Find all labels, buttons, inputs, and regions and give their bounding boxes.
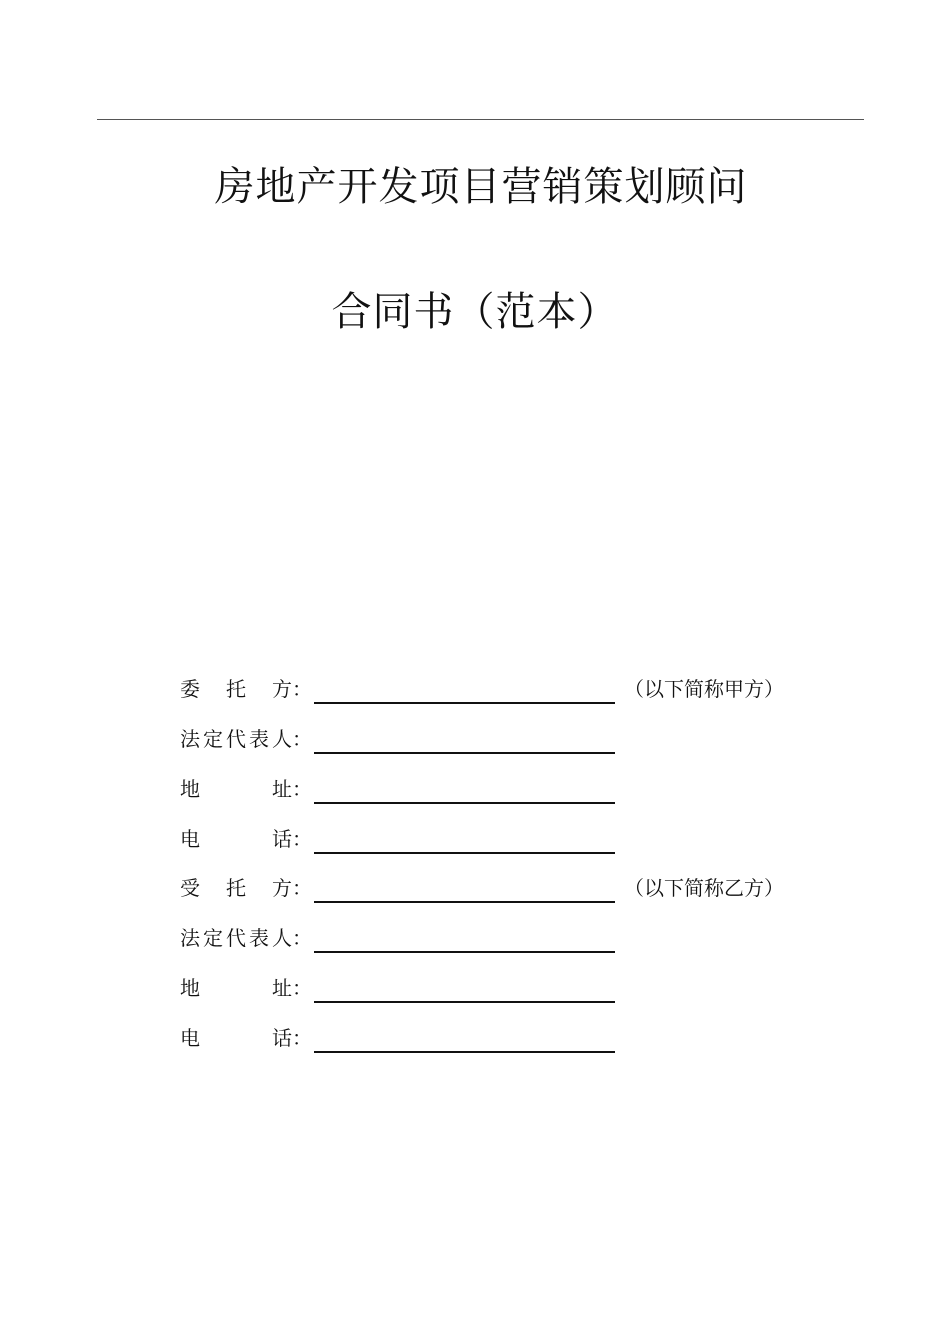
contractor-address-blank-line[interactable] [314,1001,615,1003]
label-char: 定 [203,926,223,950]
field-client-address [180,774,820,804]
label-char: 法 [180,727,200,751]
label-char: 方 [272,876,292,900]
label-colon: ： [292,727,312,751]
label-colon: ： [292,777,312,801]
contractor-blank-line[interactable] [314,901,615,903]
field-contractor-legal-rep [180,923,820,953]
label-char: 受 [180,876,200,900]
field-label [180,724,314,754]
header-rule [97,119,864,120]
client-phone-blank-line[interactable] [314,852,615,854]
label-char: 委 [180,677,200,701]
document-subtitle: 合同书（范本） [331,289,619,335]
field-contractor-phone [180,1023,820,1053]
label-char: 址 [272,976,292,1000]
contractor-phone-blank-line[interactable] [314,1051,615,1053]
field-label [180,923,314,953]
label-colon: ： [292,926,312,950]
field-note: （以下简称乙方） [624,876,784,900]
label-char: 电 [180,1026,200,1050]
field-client [180,674,820,704]
client-blank-line[interactable] [314,702,615,704]
field-client-phone [180,824,820,854]
document-title: 房地产开发项目营销策划顾问 [214,164,748,210]
field-contractor [180,873,820,903]
field-note: （以下简称甲方） [624,677,784,701]
label-char: 表 [249,727,269,751]
field-label [180,973,314,1003]
label-char: 话 [272,1026,292,1050]
client-legal-rep-blank-line[interactable] [314,752,615,754]
label-char: 表 [249,926,269,950]
contractor-legal-rep-blank-line[interactable] [314,951,615,953]
label-char: 方 [272,677,292,701]
label-char: 话 [272,827,292,851]
label-char: 地 [180,976,200,1000]
field-label [180,824,314,854]
label-char: 托 [226,876,246,900]
label-char: 人 [272,727,292,751]
label-char: 代 [226,926,246,950]
label-colon: ： [292,1026,312,1050]
label-colon: ： [292,827,312,851]
label-char: 法 [180,926,200,950]
label-char: 电 [180,827,200,851]
label-char: 人 [272,926,292,950]
field-contractor-address [180,973,820,1003]
label-colon: ： [292,976,312,1000]
field-label [180,674,314,704]
label-char: 托 [226,677,246,701]
field-label [180,873,314,903]
client-address-blank-line[interactable] [314,802,615,804]
field-client-legal-rep [180,724,820,754]
label-colon: ： [292,876,312,900]
label-char: 代 [226,727,246,751]
field-label [180,1023,314,1053]
label-char: 定 [203,727,223,751]
label-char: 址 [272,777,292,801]
field-label [180,774,314,804]
label-colon: ： [292,677,312,701]
label-char: 地 [180,777,200,801]
